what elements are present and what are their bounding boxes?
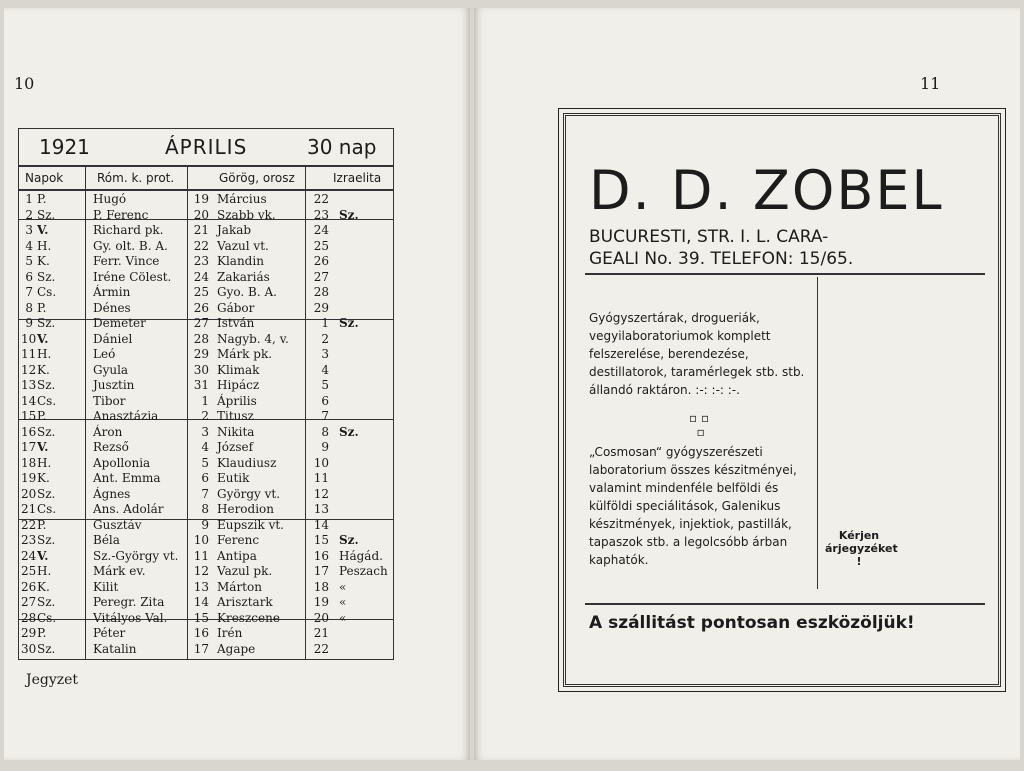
calendar-cell: Agape [217, 641, 256, 656]
calendar-cell: 4 [25, 238, 33, 253]
calendar-cell: V. [37, 548, 49, 563]
calendar-cell: 3 [321, 347, 329, 361]
calendar-cell: 6 [201, 471, 209, 485]
calendar-cell: V. [37, 223, 49, 237]
calendar-cell: 14 [21, 393, 37, 408]
calendar-cell: Sz. [339, 207, 359, 222]
calendar-cell: Jakab [217, 223, 252, 237]
calendar-row [19, 316, 393, 330]
calendar-cell: 1 [201, 393, 209, 408]
calendar-cell: 11 [21, 347, 37, 361]
page-number-right: 11 [920, 74, 941, 93]
calendar-row [19, 487, 393, 501]
calendar-row [19, 471, 393, 485]
calendar-cell: Ferenc [217, 533, 260, 547]
calendar-cell: 17 [313, 564, 329, 578]
calendar-cell: 14 [313, 517, 329, 532]
calendar-cell: Anasztázia [93, 409, 159, 423]
calendar-row [19, 363, 393, 377]
calendar-cell: Sz. [339, 424, 359, 439]
calendar-row [19, 347, 393, 361]
calendar-cell: 23 [313, 207, 329, 222]
calendar-cell: Titusz [217, 409, 254, 423]
calendar-cell: Cs. [37, 285, 57, 299]
address-line-2: GEALI No. 39. TELEFON: 15/65. [589, 249, 854, 269]
calendar-cell: 16 [21, 424, 37, 439]
calendar-cell: H. [37, 347, 52, 361]
calendar-cell: 27 [313, 269, 329, 284]
calendar-cell: 29 [21, 626, 37, 640]
col-gorog: Görög, orosz [219, 171, 295, 185]
calendar-cell: 5 [201, 455, 209, 470]
calendar-cell: 19 [313, 595, 329, 609]
calendar-row [19, 533, 393, 547]
calendar-cell: Áron [93, 424, 123, 439]
calendar-row [19, 611, 393, 625]
calendar-row [19, 456, 393, 470]
calendar-cell: 4 [321, 362, 329, 377]
calendar-row [19, 518, 393, 532]
calendar-cell: 6 [321, 393, 329, 408]
calendar-cell: Márton [217, 579, 262, 594]
calendar-cell: István [217, 316, 255, 330]
calendar-cell: Cs. [37, 610, 57, 625]
calendar-cell: 14 [193, 595, 209, 609]
calendar-cell: Ferr. Vince [93, 254, 160, 268]
calendar-cell: 2 [25, 207, 33, 222]
calendar-row [19, 270, 393, 284]
calendar-cell: Márk pk. [217, 347, 273, 361]
calendar-cell: 13 [193, 579, 209, 594]
calendar-row [19, 223, 393, 237]
calendar-cell: 18 [21, 455, 37, 470]
calendar-cell: Április [217, 393, 257, 408]
calendar-cell: P. [37, 626, 47, 640]
calendar-cell: 28 [313, 285, 329, 299]
calendar-cell: Márk ev. [93, 564, 146, 578]
calendar-cell: K. [37, 579, 50, 594]
calendar-cell: 24 [313, 223, 329, 237]
calendar-cell: Gy. olt. B. A. [93, 238, 168, 253]
calendar-cell: « [339, 610, 347, 625]
calendar-row [19, 285, 393, 299]
calendar-cell: Sz. [37, 316, 56, 330]
calendar-cell: Katalin [93, 641, 137, 656]
calendar-row [19, 208, 393, 222]
calendar-cell: 7 [25, 285, 33, 299]
calendar-cell: Sz. [37, 269, 56, 284]
calendar-cell: H. [37, 238, 52, 253]
calendar-cell: 10 [193, 533, 209, 547]
calendar-cell: Hipácz [217, 378, 260, 392]
calendar-cell: Cs. [37, 502, 57, 516]
calendar-cell: 30 [193, 362, 209, 377]
calendar-cell: 21 [193, 223, 209, 237]
price-list-note: Kérjen árjegyzéket ! [825, 529, 898, 568]
calendar-cell: Sz.-György vt. [93, 548, 179, 563]
calendar-cell: Klandin [217, 254, 264, 268]
calendar-cell: Zakariás [217, 269, 270, 284]
calendar-cell: Sz. [37, 595, 56, 609]
calendar-row [19, 502, 393, 516]
right-page [474, 8, 1020, 760]
calendar-cell: Sz. [339, 533, 359, 547]
calendar-cell: 26 [21, 579, 37, 594]
calendar-cell: Eutik [217, 471, 250, 485]
calendar-cell: 12 [21, 362, 37, 377]
calendar-row [19, 595, 393, 609]
calendar-row [19, 254, 393, 268]
calendar-cell: 24 [21, 548, 37, 563]
calendar-cell: P. [37, 517, 47, 532]
col-izraelita: Izraelita [333, 171, 382, 185]
calendar-cell: 20 [313, 610, 329, 625]
calendar-cell: V. [37, 331, 49, 346]
calendar-cell: Irén [217, 626, 243, 640]
calendar-cell: 25 [193, 285, 209, 299]
calendar-row [19, 409, 393, 423]
ad-slogan: A szállitást pontosan eszközöljük! [589, 613, 915, 633]
calendar-cell: 7 [201, 486, 209, 501]
calendar-cell: Ans. Adolár [93, 502, 164, 516]
calendar-cell: K. [37, 471, 50, 485]
calendar-cell: 19 [193, 192, 209, 206]
calendar-cell: 27 [193, 316, 209, 330]
calendar-cell: Peregr. Zita [93, 595, 165, 609]
ad-paragraph-2: „Cosmosan“ gyógyszerészeti laboratorium összes készitményei, valamint mindenféle belföldi és külföldi speciálitások, Galenikus készitmények, injektiok, pastillák, tapaszok stb. a legolcsóbb árban kaphatók. [589, 445, 797, 567]
col-rom: Róm. k. prot. [97, 171, 175, 185]
calendar-cell: Tibor [93, 393, 126, 408]
calendar-cell: Richard pk. [93, 223, 164, 237]
calendar-cell: Iréne Cölest. [93, 269, 172, 284]
calendar-cell: P. Ferenc [93, 207, 149, 222]
calendar-row [19, 564, 393, 578]
calendar-cell: 22 [193, 238, 209, 253]
zobel-advertisement [558, 108, 1006, 692]
calendar-cell: Béla [93, 533, 120, 547]
calendar-cell: 26 [193, 300, 209, 315]
calendar-row [19, 378, 393, 392]
calendar-cell: Cs. [37, 393, 57, 408]
divider-line [585, 603, 985, 605]
calendar-cell: Gábor [217, 300, 255, 315]
calendar-row [19, 332, 393, 346]
calendar-cell: Klaudiusz [217, 455, 277, 470]
calendar-cell: 29 [313, 300, 329, 315]
calendar-cell: Gyo. B. A. [217, 285, 277, 299]
calendar-cell: Hugó [93, 192, 127, 206]
calendar-cell: 10 [313, 455, 329, 470]
col-napok: Napok [25, 171, 64, 185]
calendar-cell: 22 [21, 517, 37, 532]
calendar-row [19, 425, 393, 439]
calendar-cell: Kreszcene [217, 610, 280, 625]
calendar-cell: 8 [25, 300, 33, 315]
calendar-row [19, 239, 393, 253]
calendar-cell: 13 [21, 378, 37, 392]
calendar-cell: V. [37, 440, 49, 454]
calendar-cell: 15 [313, 533, 329, 547]
calendar-cell: 15 [193, 610, 209, 625]
address-line-1: BUCURESTI, STR. I. L. CARA- [589, 227, 829, 247]
calendar-cell: 21 [313, 626, 329, 640]
vertical-divider [817, 277, 818, 589]
jegyzet-label: Jegyzet [26, 672, 79, 688]
calendar-column-headers [19, 167, 393, 191]
ad-paragraph-1: Gyógyszertárak, drogueriák, vegyilaboratoriumok komplett felszerelése, berendezése, destillatorok, taramérlegek stb. stb. állandó raktáron. :-: :-: :-. [589, 311, 805, 397]
calendar-cell: Sz. [37, 424, 56, 439]
calendar-row [19, 192, 393, 206]
calendar-cell: 25 [21, 564, 37, 578]
calendar-cell: Vitályos Val. [93, 610, 168, 625]
left-page [4, 8, 470, 760]
calendar-cell: 12 [193, 564, 209, 578]
calendar-row [19, 580, 393, 594]
calendar-cell: 1 [25, 192, 33, 206]
calendar-cell: Ant. Emma [93, 471, 161, 485]
calendar-cell: 16 [313, 548, 329, 563]
calendar-cell: 28 [21, 610, 37, 625]
calendar-cell: 25 [313, 238, 329, 253]
calendar-cell: Eupszik vt. [217, 517, 284, 532]
calendar-cell: Sz. [37, 641, 56, 656]
calendar-cell: 10 [21, 331, 37, 346]
calendar-cell: 9 [201, 517, 209, 532]
page-number-left: 10 [14, 74, 35, 93]
calendar-cell: Vazul vt. [217, 238, 269, 253]
calendar-cell: Sz. [37, 486, 56, 501]
calendar-cell: Kilit [93, 579, 119, 594]
calendar-cell: 8 [201, 502, 209, 516]
calendar-cell: 2 [201, 409, 209, 423]
calendar-cell: 2 [321, 331, 329, 346]
calendar-cell: 15 [21, 409, 37, 423]
calendar-cell: Arisztark [217, 595, 273, 609]
calendar-cell: 20 [193, 207, 209, 222]
calendar-cell: Nagyb. 4, v. [217, 331, 289, 346]
calendar-cell: Herodion [217, 502, 274, 516]
calendar-cell: György vt. [217, 486, 281, 501]
calendar-cell: Apollonia [93, 455, 151, 470]
calendar-cell: 29 [193, 347, 209, 361]
calendar-cell: 3 [25, 223, 33, 237]
calendar-cell: « [339, 579, 347, 594]
calendar-cell: Március [217, 192, 267, 206]
calendar-cell: 5 [25, 254, 33, 268]
calendar-cell: Vazul pk. [217, 564, 273, 578]
calendar-cell: 18 [313, 579, 329, 594]
calendar-row [19, 301, 393, 315]
calendar-cell: Rezső [93, 440, 129, 454]
calendar-cell: 24 [193, 269, 209, 284]
calendar-cell: P. [37, 409, 47, 423]
calendar-row [19, 642, 393, 656]
calendar-cell: 27 [21, 595, 37, 609]
calendar-cell: József [217, 440, 254, 454]
calendar-cell: Nikita [217, 424, 255, 439]
calendar-cell: 31 [193, 378, 209, 392]
calendar-year: 1921 [39, 135, 90, 159]
calendar-cell: 19 [21, 471, 37, 485]
calendar-cell: K. [37, 254, 50, 268]
calendar-cell: 28 [193, 331, 209, 346]
calendar-cell: 1 [321, 316, 329, 330]
calendar-cell: 26 [313, 254, 329, 268]
calendar-cell: Demeter [93, 316, 146, 330]
calendar-cell: H. [37, 455, 52, 470]
calendar-row [19, 549, 393, 563]
calendar-cell: 4 [201, 440, 209, 454]
calendar-cell: Antipa [217, 548, 257, 563]
calendar-cell: 23 [193, 254, 209, 268]
calendar-cell: Ágnes [93, 486, 131, 501]
calendar-cell: 11 [193, 548, 209, 563]
ornament-icon: ▫ ▫ ▫ [689, 411, 710, 439]
calendar-cell: 23 [21, 533, 37, 547]
calendar-cell: 3 [201, 424, 209, 439]
calendar-cell: Szabb vk. [217, 207, 276, 222]
calendar-header [19, 129, 393, 167]
calendar-cell: K. [37, 362, 50, 377]
calendar-cell: 16 [193, 626, 209, 640]
calendar-cell: 22 [313, 641, 329, 656]
calendar-cell: 5 [321, 378, 329, 392]
calendar-cell: Peszach [339, 564, 388, 578]
calendar-cell: 13 [313, 502, 329, 516]
company-name: D. D. ZOBEL [589, 159, 944, 222]
calendar-cell: Sz. [339, 316, 359, 330]
calendar-cell: H. [37, 564, 52, 578]
calendar-cell: Leó [93, 347, 116, 361]
calendar-cell: P. [37, 192, 47, 206]
calendar-cell: P. [37, 300, 47, 315]
calendar-cell: Dénes [93, 300, 131, 315]
calendar-cell: 6 [25, 269, 33, 284]
calendar-row [19, 394, 393, 408]
divider-line [585, 273, 985, 275]
calendar-cell: Sz. [37, 378, 56, 392]
calendar-cell: 21 [21, 502, 37, 516]
calendar-table [18, 128, 394, 660]
calendar-cell: 17 [193, 641, 209, 656]
calendar-cell: 9 [25, 316, 33, 330]
calendar-cell: Dániel [93, 331, 133, 346]
calendar-cell: Sz. [37, 207, 56, 222]
calendar-row [19, 440, 393, 454]
calendar-cell: 7 [321, 409, 329, 423]
calendar-cell: 11 [313, 471, 329, 485]
calendar-cell: 12 [313, 486, 329, 501]
calendar-cell: Gyula [93, 362, 129, 377]
calendar-cell: Klimak [217, 362, 260, 377]
calendar-cell: Jusztin [93, 378, 135, 392]
calendar-cell: 22 [313, 192, 329, 206]
calendar-cell: 8 [321, 424, 329, 439]
calendar-cell: 20 [21, 486, 37, 501]
calendar-cell: 30 [21, 641, 37, 656]
calendar-cell: Gusztáv [93, 517, 142, 532]
calendar-cell: Sz. [37, 533, 56, 547]
calendar-days: 30 nap [307, 135, 377, 159]
calendar-cell: Péter [93, 626, 126, 640]
calendar-cell: 17 [21, 440, 37, 454]
calendar-cell: Ármin [93, 285, 131, 299]
calendar-cell: 9 [321, 440, 329, 454]
calendar-cell: Hágád. [339, 548, 383, 563]
calendar-month: ÁPRILIS [165, 135, 248, 159]
calendar-cell: « [339, 595, 347, 609]
calendar-row [19, 626, 393, 640]
